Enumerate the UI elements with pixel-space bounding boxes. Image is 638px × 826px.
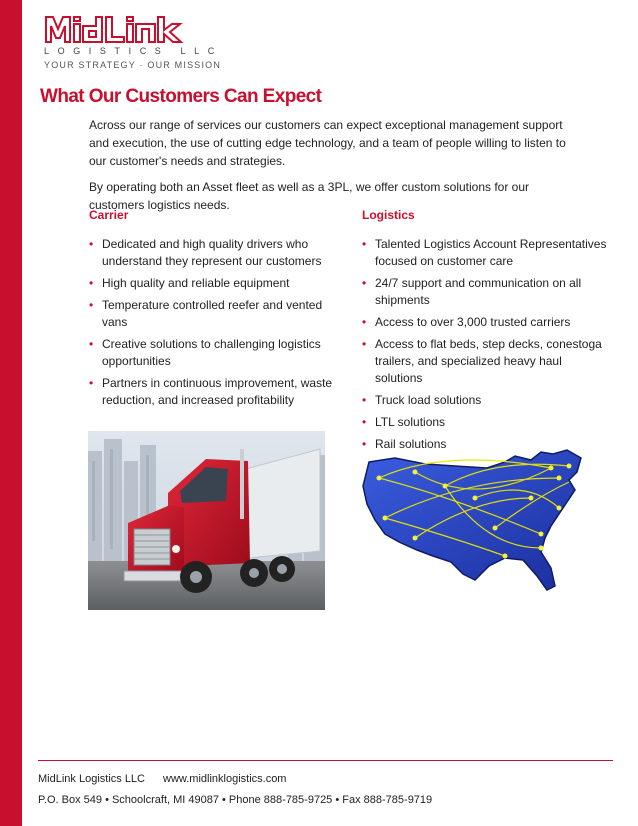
bullet-icon: • [362,237,367,251]
list-item-text: Temperature controlled reefer and vented vans [102,298,323,329]
list-item-text: High quality and reliable equipment [102,276,290,290]
list-item-text: 24/7 support and communication on all shipments [375,276,582,307]
list-item-text: Rail solutions [375,437,447,451]
list-item-text: Truck load solutions [375,393,482,407]
footer-company: MidLink Logistics LLC [38,773,145,785]
list-item-text: Access to over 3,000 trusted carriers [375,315,571,329]
intro-paragraph: By operating both an Asset fleet as well as a 3PL, we offer custom solutions for our customers logistics needs. [89,180,530,212]
footer-url[interactable]: www.midlinklogistics.com [163,773,287,785]
footer-address: P.O. Box 549 • Schoolcraft, MI 49087 • Phone 888-785-9725 • Fax 888-785-9719 [38,794,433,806]
list-item-text: Access to flat beds, step decks, conestoga trailers, and specialized heavy haul solutions [375,337,602,385]
bullet-icon: • [362,415,367,429]
logistics-list [362,236,612,453]
bullet-icon: • [89,237,94,251]
list-item-text: LTL solutions [375,415,446,429]
usa-network-map [355,438,597,606]
list-item [89,275,339,292]
list-item [362,392,612,409]
list-item [89,297,339,331]
intro-text [89,116,579,214]
list-item [362,336,612,387]
logo-tagline: YOUR STRATEGY · OUR MISSION [44,60,222,70]
list-item [89,375,339,409]
footer-company-line [38,773,286,785]
bullet-icon: • [89,298,94,312]
list-item [89,236,339,270]
list-item [89,336,339,370]
list-item [362,236,612,270]
list-item [362,275,612,309]
map-illustration [355,438,597,606]
logo [44,14,223,70]
carrier-list [89,236,339,409]
truck-illustration [88,431,325,610]
bullet-icon: • [362,437,367,451]
carrier-heading: Carrier [89,208,129,222]
bullet-icon: • [89,276,94,290]
list-item [362,414,612,431]
logistics-heading: Logistics [362,208,415,222]
bullet-icon: • [362,315,367,329]
midlink-logo-mark [44,14,208,44]
bullet-icon: • [89,376,94,390]
logistics-column [362,208,612,458]
intro-paragraph: Across our range of services our customers can expect exceptional management support and execution, the use of cutting edge technology, and a team of people willing to listen to our customer's needs and strategies. [89,118,566,168]
red-truck-photo [88,431,325,610]
bullet-icon: • [362,337,367,351]
bullet-icon: • [89,337,94,351]
bullet-icon: • [362,276,367,290]
list-item-text: Partners in continuous improvement, waste reduction, and increased profitability [102,376,333,407]
list-item-text: Dedicated and high quality drivers who understand they represent our customers [102,237,322,268]
list-item-text: Talented Logistics Account Representatives focused on customer care [375,237,607,268]
carrier-column [89,208,339,414]
bullet-icon: • [362,393,367,407]
list-item-text: Creative solutions to challenging logistics opportunities [102,337,321,368]
left-accent-bar [0,0,22,826]
page-title: What Our Customers Can Expect [40,86,322,107]
footer-divider [38,760,613,761]
logo-subtitle: LOGISTICS LLC [44,46,223,56]
list-item [362,314,612,331]
